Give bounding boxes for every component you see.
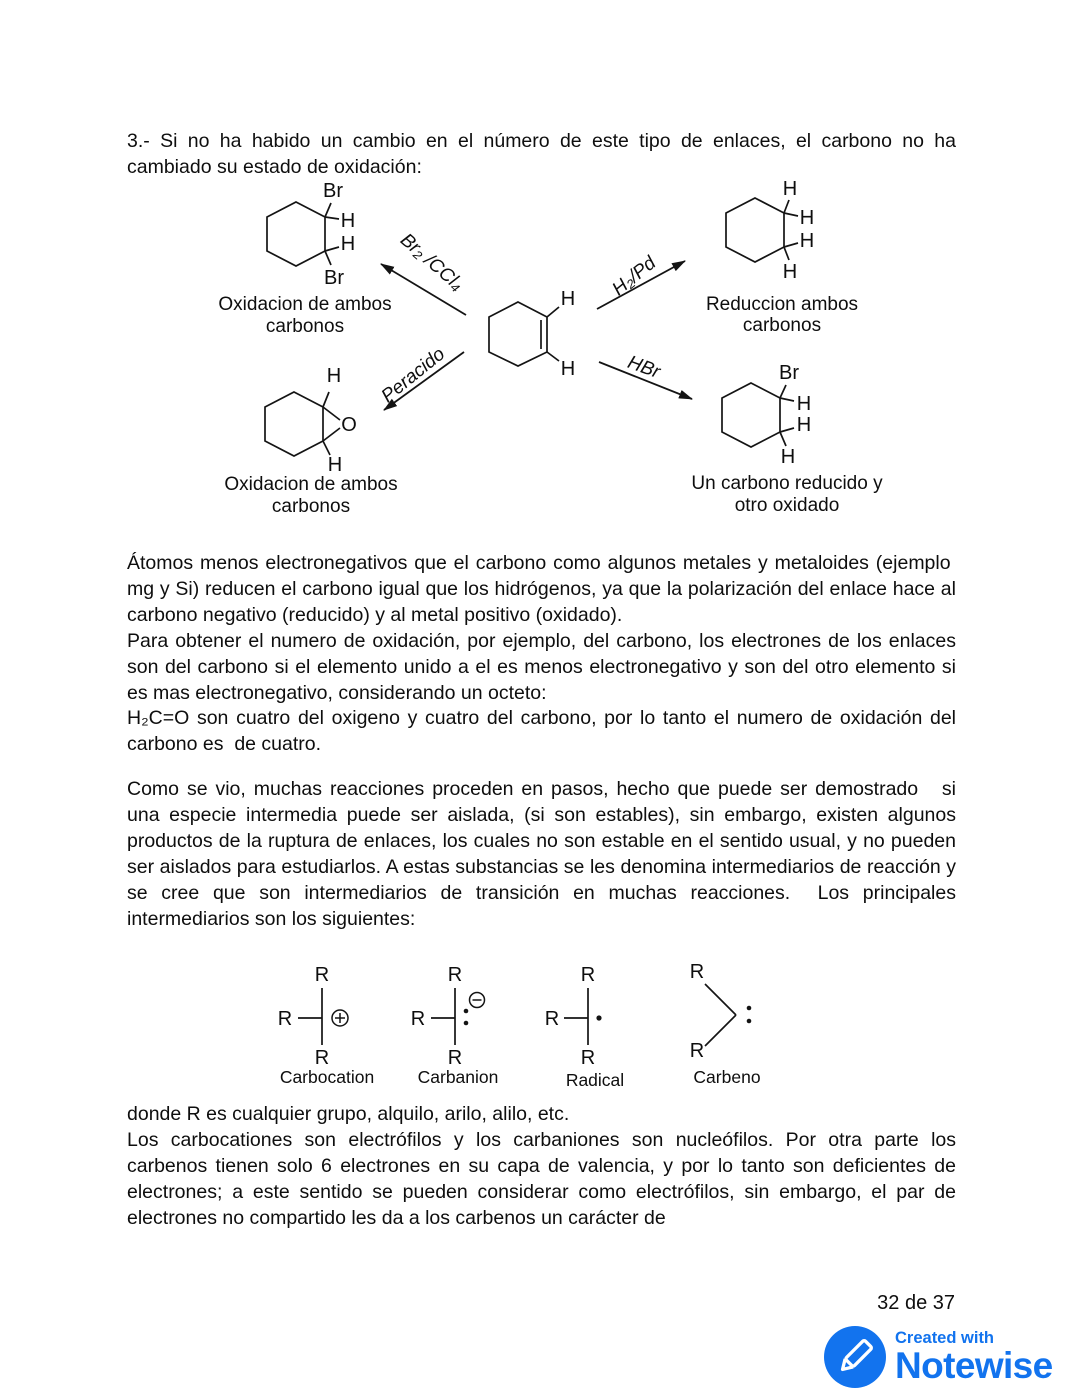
paragraph-electrophiles: Los carbocationes son electrófilos y los carbaniones son nucleófilos. Por otra parte los carbenos tienen solo 6 electrones en su capa de valencia, y por lo tanto son deficientes de electrones; a este sentido se pueden considerar como electrófilos, sin embargo, el par de electrones no compartido les da a los carbenos un carácter de bbox=[127, 1128, 956, 1229]
atom-r: R bbox=[410, 1008, 426, 1030]
paragraph-metals-reduce: Átomos menos electronegativos que el carbono como algunos metales y metaloides (ejemplo mg y Si) reducen el carbono igual que los hidrógenos, ya que la polarización del enlace hace al carbono negativo (reducido) y al metal positivo (oxidado). bbox=[127, 552, 956, 626]
atom-h: H bbox=[782, 261, 798, 283]
caption-one-reduced-one-oxidized-1: Un carbono reducido y bbox=[691, 473, 883, 494]
lone-pair-dot bbox=[464, 1021, 469, 1026]
structure-cyclohexene bbox=[489, 288, 575, 380]
label-carbocation: Carbocation bbox=[279, 1067, 375, 1087]
logo-name: Notewise bbox=[895, 1345, 1053, 1386]
atom-o: O bbox=[341, 414, 357, 436]
lone-pair-dot bbox=[747, 1006, 752, 1011]
page-number: 32 de 37 bbox=[877, 1292, 955, 1314]
atom-h: H bbox=[782, 178, 798, 200]
caption-reduction-both-2: carbonos bbox=[742, 315, 822, 336]
atom-h: H bbox=[560, 288, 576, 310]
atom-br: Br bbox=[779, 362, 799, 384]
paragraph-reaction-intermediates: Como se vio, muchas reacciones proceden en pasos, hecho que puede ser demostrado si una especie intermedia puede ser aislada, (si son estables), sin embargo, existen algunos productos de la ruptura de enlaces, los cuales no son estable en el sentido usual, y no pueden ser aislados para estudiarlos. A estas substancias se les denomina intermediarios de reacción y se cree que son intermediarios de transición en muchas reacciones. Los principales intermediarios son los siguientes: bbox=[127, 778, 956, 930]
caption-epoxide-oxidation-1: Oxidacion de ambos bbox=[224, 474, 398, 495]
atom-r: R bbox=[580, 1047, 596, 1069]
atom-r: R bbox=[447, 1047, 463, 1069]
label-carbanion: Carbanion bbox=[417, 1067, 499, 1087]
caption-reduction-both-1: Reduccion ambos bbox=[705, 294, 859, 315]
arrow-bromination bbox=[381, 264, 466, 315]
reagent-peracid: Peracido bbox=[377, 343, 450, 408]
reagent-hbr: HBr bbox=[624, 352, 663, 383]
atom-h: H bbox=[796, 414, 812, 436]
caption-epoxide-oxidation-2: carbonos bbox=[271, 496, 351, 517]
structure-carbene bbox=[690, 961, 761, 1087]
lone-pair-dot bbox=[747, 1019, 752, 1024]
caption-oxidation-both-1: Oxidacion de ambos bbox=[218, 294, 392, 315]
minus-charge-icon bbox=[470, 993, 485, 1008]
logo-tagline: Created with bbox=[895, 1329, 995, 1347]
structure-reduced-cyclohexane bbox=[726, 178, 814, 283]
atom-h: H bbox=[340, 210, 356, 232]
arrow-hydrogenation bbox=[597, 261, 685, 309]
atom-h: H bbox=[796, 393, 812, 415]
atom-r: R bbox=[689, 961, 705, 983]
atom-r: R bbox=[447, 964, 463, 986]
atom-r: R bbox=[277, 1008, 293, 1030]
structure-carbocation bbox=[278, 964, 374, 1087]
logo-text bbox=[895, 1330, 1053, 1384]
paragraph-oxidation-rule: 3.- Si no ha habido un cambio en el número de este tipo de enlaces, el carbono no ha cambiado su estado de oxidación: bbox=[127, 130, 956, 178]
atom-h: H bbox=[560, 358, 576, 380]
caption-one-reduced-one-oxidized-2: otro oxidado bbox=[734, 495, 840, 516]
plus-charge-icon bbox=[332, 1010, 348, 1026]
paragraph-h2co-example: H₂C=O son cuatro del oxigeno y cuatro del carbono, por lo tanto el numero de oxidación del carbono es de cuatro. bbox=[127, 707, 956, 756]
atom-r: R bbox=[689, 1040, 705, 1062]
atom-h: H bbox=[326, 365, 342, 387]
paragraph-oxidation-number: Para obtener el numero de oxidación, por ejemplo, del carbono, los electrones de los enlaces son del carbono si el elemento unido a el es menos electronegativo y son del otro elemento si es mas electronegativo, considerando un octeto: bbox=[127, 629, 956, 704]
caption-oxidation-both-2: carbonos bbox=[265, 316, 345, 337]
radical-dot bbox=[596, 1015, 601, 1020]
atom-r: R bbox=[314, 964, 330, 986]
notewise-logo bbox=[824, 1326, 1053, 1388]
structure-dibromide bbox=[267, 180, 355, 289]
arrow-hydrobromination bbox=[599, 362, 692, 399]
atom-h: H bbox=[780, 446, 796, 468]
label-radical: Radical bbox=[565, 1070, 625, 1090]
atom-h: H bbox=[799, 207, 815, 229]
structure-radical bbox=[545, 964, 624, 1090]
paragraph-block-electronegativity bbox=[127, 551, 956, 758]
atom-r: R bbox=[544, 1008, 560, 1030]
atom-h: H bbox=[799, 230, 815, 252]
structure-bromide bbox=[722, 362, 811, 468]
reagent-h2-pd: H₂/Pd bbox=[608, 252, 661, 301]
atom-br: Br bbox=[324, 267, 344, 289]
atom-r: R bbox=[314, 1047, 330, 1069]
pencil-icon bbox=[824, 1326, 886, 1388]
arrow-epoxidation bbox=[384, 352, 464, 410]
label-carbene: Carbeno bbox=[693, 1067, 761, 1087]
atom-h: H bbox=[327, 454, 343, 476]
atom-h: H bbox=[340, 233, 356, 255]
structure-epoxide bbox=[265, 365, 357, 476]
structure-carbanion bbox=[411, 964, 499, 1087]
atom-br: Br bbox=[323, 180, 343, 202]
paragraph-block-r-groups bbox=[127, 1102, 956, 1232]
atom-r: R bbox=[580, 964, 596, 986]
paragraph-r-definition: donde R es cualquier grupo, alquilo, arilo, alilo, etc. bbox=[127, 1103, 570, 1125]
reagent-br2-ccl4: Br₂ /CCl₄ bbox=[396, 229, 468, 296]
lone-pair-dot bbox=[464, 1009, 469, 1014]
